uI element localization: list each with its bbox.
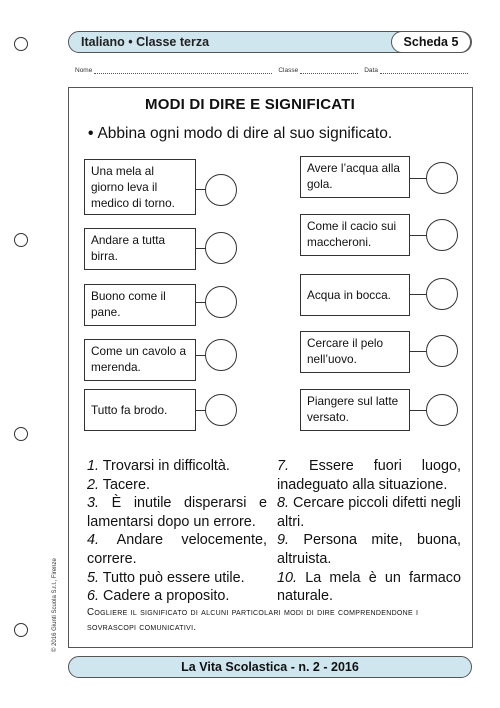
learning-goal: Cogliere il significato di alcuni particolari modi di dire comprendendone i sovrascopi comunicativi. (87, 607, 419, 633)
saying-card (300, 389, 410, 431)
saying-text: Cercare il pelo nell’uovo. (307, 336, 384, 366)
saying-card (84, 339, 196, 381)
answer-circle[interactable] (426, 335, 458, 367)
sheet-label: Scheda 5 (391, 31, 471, 53)
meaning-item: 2. Tacere. (87, 476, 150, 493)
binder-hole (14, 233, 28, 247)
answer-circle[interactable] (205, 286, 237, 318)
meanings-right (277, 457, 461, 606)
footer-band (68, 656, 472, 678)
date-label: Data (364, 67, 378, 74)
saying-text: Tutto fa brodo. (91, 403, 168, 417)
answer-circle[interactable] (205, 232, 237, 264)
meaning-item: 1. Trovarsi in difficoltà. (87, 458, 230, 474)
saying-card (84, 389, 196, 431)
class-label: Classe (278, 67, 299, 74)
saying-card (300, 214, 410, 256)
saying-card (84, 228, 196, 270)
meaning-item: 4. Andare velocemente, correre. (87, 532, 267, 567)
saying-text: Andare a tutta birra. (91, 233, 166, 263)
meaning-item: 6. Cadere a proposito. (87, 588, 230, 605)
saying-text: Come un cavolo a merenda. (91, 344, 187, 374)
meaning-item: 8. Cercare piccoli difetti negli altri. (277, 495, 462, 530)
binder-hole (14, 623, 28, 637)
footer-label: La Vita Scolastica - n. 2 - 2016 (181, 660, 359, 674)
binder-hole (14, 427, 28, 441)
worksheet-title: MODI DI DIRE E SIGNIFICATI (145, 96, 355, 113)
saying-card (84, 284, 196, 326)
student-fields (75, 67, 475, 74)
saying-text: Come il cacio sui maccheroni. (307, 219, 397, 249)
bullet-icon: • (88, 125, 94, 142)
saying-card (300, 331, 410, 373)
meaning-item: 10. La mela è un farmaco naturale. (277, 569, 462, 605)
meanings-left (87, 457, 267, 606)
answer-circle[interactable] (205, 339, 237, 371)
meaning-item: 7. Essere fuori luogo, inadeguato alla situazione. (277, 458, 461, 493)
answer-circle[interactable] (426, 162, 458, 194)
meaning-item: 5. Tutto può essere utile. (87, 569, 245, 586)
answer-circle[interactable] (426, 278, 458, 310)
instruction-text: Abbina ogni modo di dire al suo significato. (97, 125, 393, 142)
saying-card (84, 159, 196, 215)
saying-text: Una mela al giorno leva il medico di torno. (91, 164, 175, 210)
answer-circle[interactable] (426, 219, 458, 251)
name-field[interactable] (75, 67, 272, 74)
instruction (88, 125, 392, 143)
saying-card (300, 274, 410, 316)
subject-label: Italiano • Classe terza (81, 35, 210, 49)
class-field[interactable] (278, 67, 358, 74)
name-label: Nome (75, 67, 93, 74)
copyright-note: © 2016 Giunti Scuola S.r.l., Firenze (52, 558, 58, 652)
meaning-item: 9. Persona mite, buona, altruista. (277, 532, 462, 567)
saying-text: Avere l’acqua alla gola. (307, 161, 400, 191)
saying-card (300, 156, 410, 198)
answer-circle[interactable] (426, 394, 458, 426)
meaning-item: 3. È inutile disperarsi e lamentarsi dopo un errore. (87, 495, 267, 530)
saying-text: Buono come il pane. (91, 289, 166, 319)
saying-text: Piangere sul latte versato. (307, 394, 399, 424)
answer-circle[interactable] (205, 174, 237, 206)
answer-circle[interactable] (205, 394, 237, 426)
binder-hole (14, 37, 28, 51)
date-field[interactable] (364, 67, 468, 74)
saying-text: Acqua in bocca. (307, 288, 391, 302)
header-band (68, 31, 472, 53)
